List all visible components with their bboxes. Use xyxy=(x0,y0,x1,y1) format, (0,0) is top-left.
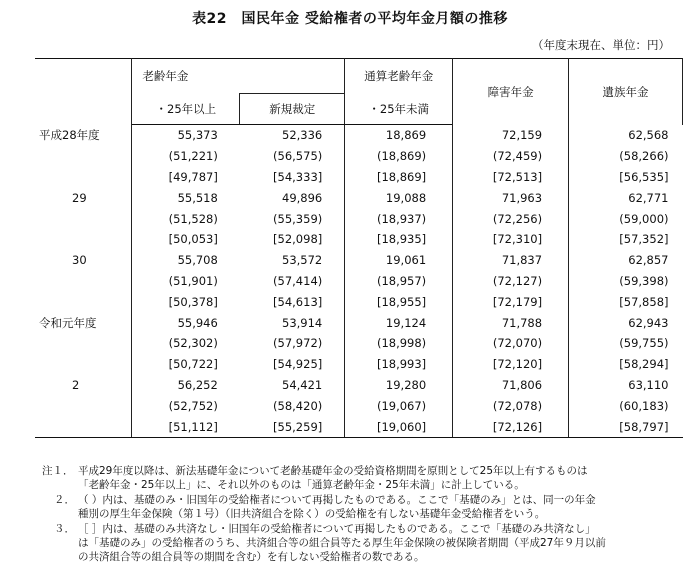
value-cell: 55,373 xyxy=(132,125,240,146)
table-row xyxy=(35,416,683,437)
year-cell: 2 xyxy=(72,377,80,392)
footnote xyxy=(42,522,692,565)
value-cell: (18,957) xyxy=(345,271,453,292)
table-row xyxy=(35,125,683,146)
value-cell: [54,613] xyxy=(273,294,323,309)
header-old-age-25plus-line2: ・25年以上 xyxy=(132,94,240,125)
value-cell: 53,914 xyxy=(282,315,323,330)
value-cell: 55,518 xyxy=(132,187,240,208)
value-cell: 54,421 xyxy=(282,377,323,392)
value-cell: [72,126] xyxy=(453,416,569,437)
value-cell: [72,179] xyxy=(453,291,569,312)
table-row xyxy=(35,354,683,375)
value-cell: 71,788 xyxy=(453,312,569,333)
value-cell: (58,266) xyxy=(569,146,683,167)
footnote-label: ２． xyxy=(54,493,75,506)
year-cell: 平成28年度 xyxy=(39,128,100,143)
table-row xyxy=(35,333,683,354)
value-cell: 62,857 xyxy=(569,250,683,271)
value-cell: [50,722] xyxy=(132,354,240,375)
value-cell: (18,869) xyxy=(345,146,453,167)
value-cell: (72,070) xyxy=(453,333,569,354)
header-new-award: 新規裁定 xyxy=(240,94,345,125)
value-cell: 19,124 xyxy=(345,312,453,333)
table-row xyxy=(35,187,683,208)
table-row xyxy=(35,271,683,292)
value-cell: [72,120] xyxy=(453,354,569,375)
value-cell: [18,955] xyxy=(345,291,453,312)
value-cell: [18,935] xyxy=(345,229,453,250)
value-cell: 19,061 xyxy=(345,250,453,271)
value-cell: [55,259] xyxy=(240,416,345,437)
table-row xyxy=(35,167,683,188)
footnote-label: 注１． xyxy=(42,465,74,477)
value-cell: (51,901) xyxy=(132,271,240,292)
year-header xyxy=(35,59,132,125)
table-row xyxy=(35,229,683,250)
value-cell: (72,459) xyxy=(453,146,569,167)
value-cell: 55,946 xyxy=(132,312,240,333)
value-cell: 72,159 xyxy=(453,125,569,146)
value-cell: [57,352] xyxy=(569,229,683,250)
year-cell xyxy=(35,395,132,416)
footnote-label: ３． xyxy=(54,522,75,535)
value-cell: 62,568 xyxy=(569,125,683,146)
pension-table xyxy=(35,58,683,438)
table-title: 表22 国民年金 受給権者の平均年金月額の推移 xyxy=(192,11,508,27)
value-cell: (57,972) xyxy=(273,336,323,351)
table-row xyxy=(35,146,683,167)
value-cell: [54,333] xyxy=(273,169,323,184)
footnote xyxy=(42,464,692,493)
footnote-line: 平成29年度以降は、新法基礎年金について老齢基礎年金の受給資格期間を原則として25年以上有するものは xyxy=(78,465,588,477)
value-cell: [19,060] xyxy=(345,416,453,437)
value-cell: (55,359) xyxy=(273,211,323,226)
year-cell xyxy=(35,354,132,375)
header-survivor: 遺族年金 xyxy=(569,59,683,125)
value-cell: 62,943 xyxy=(569,312,683,333)
footnote-line: の共済組合等の組合員等の期間を含む）を有しない受給権者の数である。 xyxy=(78,551,425,564)
year-cell xyxy=(35,333,132,354)
value-cell: [58,294] xyxy=(569,354,683,375)
value-cell: [18,993] xyxy=(345,354,453,375)
value-cell: (18,937) xyxy=(345,208,453,229)
value-cell: [50,378] xyxy=(132,291,240,312)
value-cell: (51,221) xyxy=(132,146,240,167)
value-cell: 19,280 xyxy=(345,375,453,396)
table-row xyxy=(35,395,683,416)
value-cell: 18,869 xyxy=(345,125,453,146)
year-cell xyxy=(35,229,132,250)
value-cell: 71,837 xyxy=(453,250,569,271)
value-cell: 56,252 xyxy=(132,375,240,396)
value-cell: 71,806 xyxy=(453,375,569,396)
value-cell: (72,078) xyxy=(453,395,569,416)
value-cell: (51,528) xyxy=(132,208,240,229)
value-cell: [56,535] xyxy=(569,167,683,188)
table-row xyxy=(35,250,683,271)
year-cell xyxy=(35,167,132,188)
value-cell: (19,067) xyxy=(345,395,453,416)
header-tsusan-line2: ・25年未満 xyxy=(345,94,453,125)
value-cell: (52,752) xyxy=(132,395,240,416)
header-old-age-25plus-line1: 老齢年金 xyxy=(132,59,345,94)
unit-label: （年度末現在、単位：円） xyxy=(532,38,670,52)
value-cell: [18,869] xyxy=(345,167,453,188)
value-cell: [50,053] xyxy=(132,229,240,250)
value-cell: (52,302) xyxy=(132,333,240,354)
year-cell xyxy=(35,416,132,437)
value-cell: (59,755) xyxy=(569,333,683,354)
value-cell: [72,513] xyxy=(453,167,569,188)
year-cell xyxy=(35,146,132,167)
value-cell: (59,000) xyxy=(569,208,683,229)
value-cell: (57,414) xyxy=(273,273,323,288)
value-cell: 55,708 xyxy=(132,250,240,271)
table-body xyxy=(35,125,683,438)
value-cell: [57,858] xyxy=(569,291,683,312)
value-cell: (72,127) xyxy=(453,271,569,292)
value-cell: [58,797] xyxy=(569,416,683,437)
header-disability: 障害年金 xyxy=(453,59,569,125)
value-cell: 71,963 xyxy=(453,187,569,208)
value-cell: 19,088 xyxy=(345,187,453,208)
footnote-line: は「基礎のみ」の受給権者のうち、共済組合等の組合員等たる厚生年金保険の被保険者期間（平成27年９月以前 xyxy=(78,537,606,550)
table-row xyxy=(35,375,683,396)
footnote-line: ［ ］内は、基礎のみ共済なし・旧国年の受給権者について再掲したものである。ここで「基礎のみ共済なし」 xyxy=(78,522,596,535)
value-cell: [49,787] xyxy=(132,167,240,188)
footnotes xyxy=(42,464,692,565)
value-cell: [72,310] xyxy=(453,229,569,250)
value-cell: (58,420) xyxy=(273,398,323,413)
year-cell xyxy=(35,291,132,312)
value-cell: (59,398) xyxy=(569,271,683,292)
value-cell: [54,925] xyxy=(273,357,323,372)
year-cell xyxy=(35,271,132,292)
footnote-line: 「老齢年金・25年以上」に、それ以外のものは「通算老齢年金・25年未満」に計上している。 xyxy=(78,479,525,492)
value-cell: 52,336 xyxy=(282,128,323,143)
value-cell: 62,771 xyxy=(569,187,683,208)
value-cell: 49,896 xyxy=(282,190,323,205)
header-tsusan-line1: 通算老齢年金 xyxy=(345,59,453,94)
value-cell: (72,256) xyxy=(453,208,569,229)
table-row xyxy=(35,312,683,333)
value-cell: 53,572 xyxy=(282,253,323,268)
footnote-line: （ ）内は、基礎のみ・旧国年の受給権者について再掲したものである。ここで「基礎のみ」とは、同一の年金 xyxy=(78,493,596,506)
table-row xyxy=(35,208,683,229)
table-row xyxy=(35,291,683,312)
year-cell: 29 xyxy=(72,190,87,205)
year-cell: 30 xyxy=(72,253,87,268)
value-cell: (60,183) xyxy=(569,395,683,416)
value-cell: [51,112] xyxy=(132,416,240,437)
footnote-line: 種別の厚生年金保険（第１号）（旧共済組合を除く）の受給権を有しない基礎年金受給権者をいう。 xyxy=(78,508,546,521)
value-cell: [52,098] xyxy=(273,232,323,247)
year-cell: 令和元年度 xyxy=(39,315,97,330)
value-cell: 63,110 xyxy=(569,375,683,396)
value-cell: (56,575) xyxy=(273,149,323,164)
footnote xyxy=(42,493,692,522)
year-cell xyxy=(35,208,132,229)
value-cell: (18,998) xyxy=(345,333,453,354)
